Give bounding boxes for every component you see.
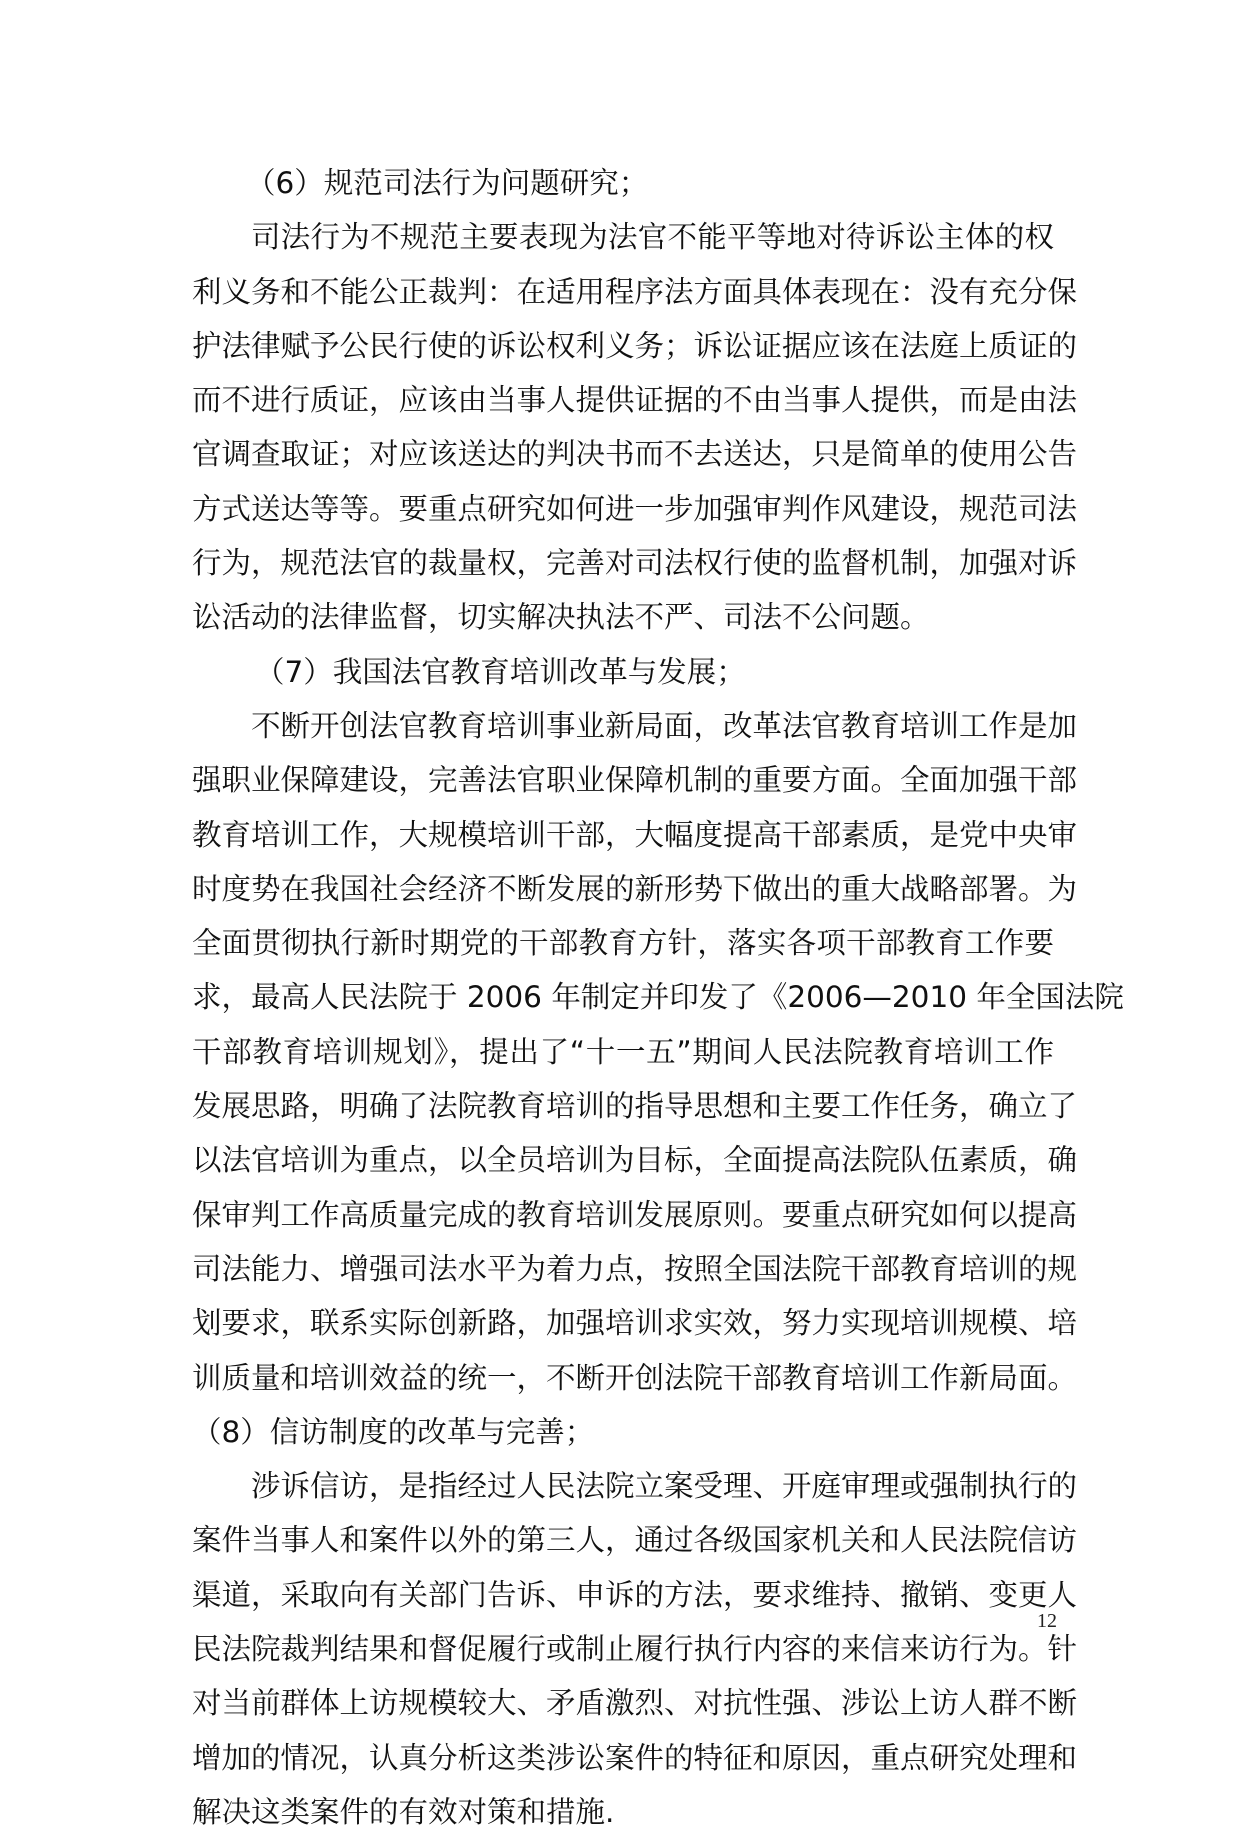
paragraph-line: 司法能力、增强司法水平为着力点，按照全国法院干部教育培训的规: [192, 1251, 1078, 1286]
section-heading: （6）规范司法行为问题研究；: [246, 166, 649, 200]
paragraph-line: 涉诉信访，是指经过人民法院立案受理、开庭审理或强制执行的: [251, 1469, 1078, 1504]
paragraph-line: 利义务和不能公正裁判：在适用程序法方面具体表现在：没有充分保: [192, 274, 1078, 309]
paragraph-line: 干部教育培训规划》，提出了“十一五”期间人民法院教育培训工作: [192, 1034, 1054, 1069]
paragraph-line: 案件当事人和案件以外的第三人，通过各级国家机关和人民法院信访: [192, 1523, 1078, 1558]
paragraph-line: 保审判工作高质量完成的教育培训发展原则。要重点研究如何以提高: [192, 1197, 1078, 1232]
paragraph-line: 发展思路，明确了法院教育培训的指导思想和主要工作任务，确立了: [192, 1089, 1078, 1124]
paragraph-line: 行为，规范法官的裁量权，完善对司法权行使的监督机制，加强对诉: [192, 546, 1078, 581]
paragraph-line: 时度势在我国社会经济不断发展的新形势下做出的重大战略部署。为: [192, 871, 1078, 906]
section-8: [192, 1405, 1078, 1839]
paragraph-line: 训质量和培训效益的统一，不断开创法院干部教育培训工作新局面。: [192, 1360, 1078, 1395]
paragraph-line: 司法行为不规范主要表现为法官不能平等地对待诉讼主体的权: [251, 220, 1054, 255]
paragraph-line: 讼活动的法律监督，切实解决执法不严、司法不公问题。: [192, 600, 930, 635]
paragraph-line: 渠道，采取向有关部门告诉、申诉的方法，要求维持、撤销、变更人: [192, 1577, 1078, 1612]
paragraph-line: 而不进行质证，应该由当事人提供证据的不由当事人提供，而是由法: [192, 383, 1078, 418]
section-7: [192, 645, 1124, 1405]
paragraph-line: 官调查取证；对应该送达的判决书而不去送达，只是简单的使用公告: [192, 437, 1078, 472]
section-heading: （7）我国法官教育培训改革与发展；: [255, 654, 746, 689]
paragraph-line: 强职业保障建设，完善法官职业保障机制的重要方面。全面加强干部: [192, 763, 1078, 798]
page-number: 12: [1037, 1610, 1057, 1632]
paragraph-line: 求，最高人民法院于 2006 年制定并印发了《2006—2010 年全国法院: [192, 980, 1124, 1015]
paragraph-line: 解决这类案件的有效对策和措施.: [192, 1794, 615, 1829]
section-heading: （8）信访制度的改革与完善；: [192, 1414, 595, 1449]
section-6: [192, 156, 1078, 645]
paragraph-line: 全面贯彻执行新时期党的干部教育方针，落实各项干部教育工作要: [192, 926, 1054, 961]
paragraph-line: 护法律赋予公民行使的诉讼权利义务；诉讼证据应该在法庭上质证的: [192, 328, 1078, 363]
paragraph-line: 以法官培训为重点，以全员培训为目标，全面提高法院队伍素质，确: [192, 1143, 1078, 1178]
paragraph-line: 增加的情况，认真分析这类涉讼案件的特征和原因，重点研究处理和: [192, 1740, 1078, 1775]
paragraph-line: 划要求，联系实际创新路，加强培训求实效，努力实现培训规模、培: [192, 1306, 1078, 1341]
document-body: [192, 156, 1124, 1839]
paragraph-line: 民法院裁判结果和督促履行或制止履行执行内容的来信来访行为。针: [192, 1632, 1078, 1667]
paragraph-line: 教育培训工作，大规模培训干部，大幅度提高干部素质，是党中央审: [192, 817, 1078, 852]
paragraph-line: 对当前群体上访规模较大、矛盾激烈、对抗性强、涉讼上访人群不断: [192, 1686, 1078, 1721]
paragraph-line: 不断开创法官教育培训事业新局面，改革法官教育培训工作是加: [251, 708, 1078, 743]
paragraph-line: 方式送达等等。要重点研究如何进一步加强审判作风建设，规范司法: [192, 491, 1078, 526]
